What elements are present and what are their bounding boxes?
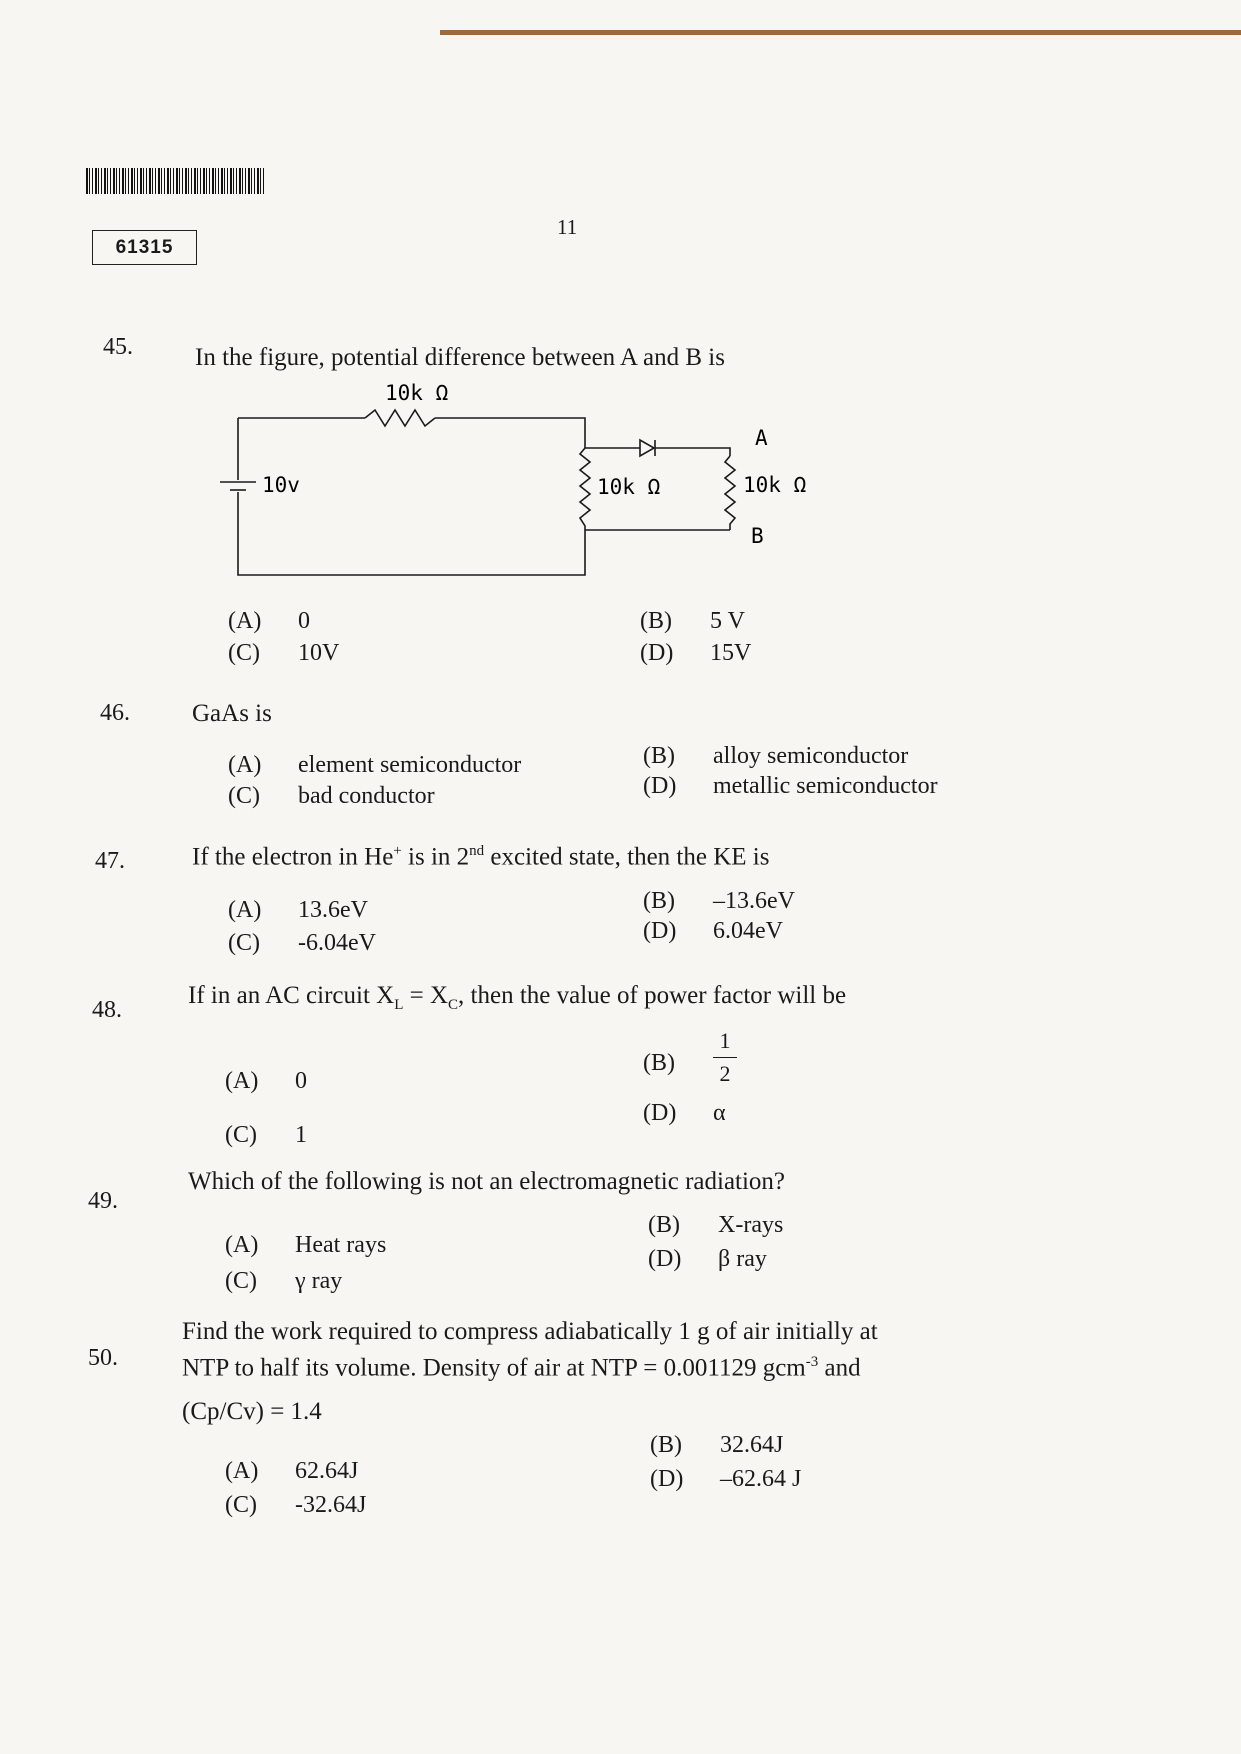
option-b[interactable]: (B) 5 V <box>640 608 745 634</box>
question-text: GaAs is <box>192 700 272 727</box>
option-c[interactable]: (C) 10V <box>228 640 340 666</box>
option-d[interactable]: (D) –62.64 J <box>650 1466 802 1492</box>
mid-resistor-label: 10k Ω <box>597 475 661 499</box>
question-number: 45. <box>103 334 133 360</box>
terminal-a-label: A <box>755 426 768 450</box>
terminal-b-label: B <box>751 524 764 548</box>
option-d[interactable]: (D) 15V <box>640 640 752 666</box>
question-text-line: Find the work required to compress adiabatically 1 g of air initially at <box>182 1318 878 1345</box>
circuit-figure <box>200 370 840 590</box>
wire <box>435 418 585 448</box>
question-number: 49. <box>88 1188 118 1214</box>
option-b[interactable]: (B) –13.6eV <box>643 888 795 914</box>
page-number: 11 <box>557 215 578 239</box>
option-d[interactable]: (D) β ray <box>648 1246 767 1272</box>
question-number: 46. <box>100 700 130 726</box>
option-a[interactable]: (A) element semiconductor <box>228 752 522 778</box>
question-number: 50. <box>88 1345 118 1371</box>
right-resistor-zigzag <box>725 456 735 530</box>
page-top-edge-line <box>440 30 1241 35</box>
option-d[interactable]: (D) 6.04eV <box>643 918 783 944</box>
top-resistor-zigzag <box>365 410 435 426</box>
question-number: 48. <box>92 997 122 1023</box>
question-text: Which of the following is not an electromagnetic radiation? <box>188 1168 786 1195</box>
wire <box>238 492 585 575</box>
option-a[interactable]: (A) 0 <box>225 1068 307 1094</box>
option-b[interactable]: (B) <box>643 1050 675 1076</box>
barcode-icon <box>86 168 266 194</box>
question-text: If the electron in He+ is in 2nd excited state, then the KE is <box>192 843 770 871</box>
question-number: 47. <box>95 848 125 874</box>
option-c[interactable]: (C) γ ray <box>225 1268 343 1294</box>
option-a[interactable]: (A) 13.6eV <box>228 897 368 923</box>
diode-icon <box>640 440 654 456</box>
option-d[interactable]: (D) α <box>643 1100 726 1126</box>
option-c[interactable]: (C) -32.64J <box>225 1492 367 1518</box>
option-c[interactable]: (C) -6.04eV <box>228 930 376 956</box>
question-text-line: (Cp/Cv) = 1.4 <box>182 1398 322 1425</box>
option-d[interactable]: (D) metallic semiconductor <box>643 773 938 799</box>
option-b[interactable]: (B) 32.64J <box>650 1432 784 1458</box>
option-a[interactable]: (A) Heat rays <box>225 1232 387 1258</box>
wire <box>655 448 730 456</box>
option-b[interactable]: (B) alloy semiconductor <box>643 743 909 769</box>
right-resistor-label: 10k Ω <box>743 473 807 497</box>
question-text: If in an AC circuit $X_L = X_C$, then the value of power factor will be <box>188 982 847 1013</box>
option-a[interactable]: (A) 62.64J <box>225 1458 359 1484</box>
top-resistor-label: 10k Ω <box>385 381 449 405</box>
option-c[interactable]: (C) 1 <box>225 1122 307 1148</box>
fraction-one-half: 1 2 <box>713 1028 737 1087</box>
paper-code-box: 61315 <box>92 230 197 265</box>
option-a[interactable]: (A) 0 <box>228 608 310 634</box>
battery-label: 10v <box>262 473 300 497</box>
question-text: In the figure, potential difference between A and B is <box>195 344 725 371</box>
question-text-line: NTP to half its volume. Density of air at NTP = 0.001129 gcm$^{-3}$ and <box>182 1354 861 1382</box>
mid-resistor-zigzag <box>580 448 590 530</box>
option-c[interactable]: (C) bad conductor <box>228 783 435 809</box>
option-b[interactable]: (B) X-rays <box>648 1212 784 1238</box>
